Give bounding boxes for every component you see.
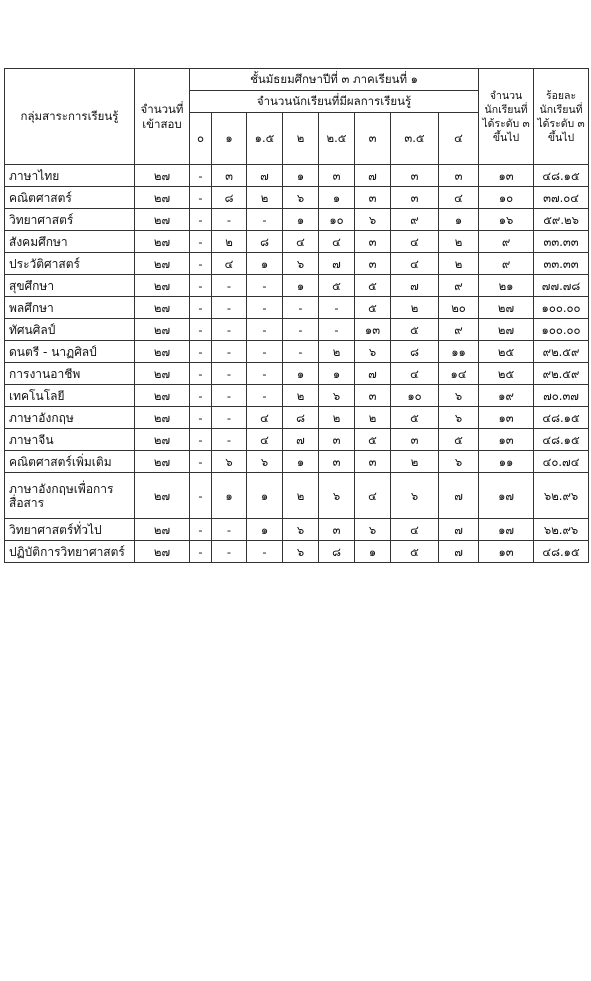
percent-level3-cell: ๓๗.๐๔ bbox=[534, 187, 589, 209]
examinees-header: จำนวนที่เข้าสอบ bbox=[135, 69, 190, 165]
count-level3-cell: ๒๗ bbox=[479, 297, 534, 319]
table-body bbox=[5, 165, 589, 563]
percent-level3-cell: ๔๘.๑๕ bbox=[534, 165, 589, 187]
grade-count-cell: - bbox=[190, 319, 212, 341]
percent-level3-cell: ๔๘.๑๕ bbox=[534, 541, 589, 563]
grade-count-cell: - bbox=[190, 275, 212, 297]
examinees-cell: ๒๗ bbox=[135, 253, 190, 275]
table-row bbox=[5, 297, 589, 319]
grade-count-cell: ๑ bbox=[247, 253, 283, 275]
grade-count-cell: ๓ bbox=[319, 451, 355, 473]
grade-count-cell: ๗ bbox=[283, 429, 319, 451]
grade-header: ๑ bbox=[212, 113, 247, 165]
grade-count-cell: ๑ bbox=[283, 275, 319, 297]
examinees-cell: ๒๗ bbox=[135, 451, 190, 473]
grade-count-cell: ๓ bbox=[355, 451, 391, 473]
grade-count-cell: ๘ bbox=[391, 341, 439, 363]
grade-count-cell: - bbox=[190, 231, 212, 253]
grade-count-cell: ๑ bbox=[247, 473, 283, 519]
grade-count-cell: ๒ bbox=[283, 385, 319, 407]
grade-count-cell: - bbox=[247, 319, 283, 341]
grade-count-cell: ๓ bbox=[355, 231, 391, 253]
grade-count-cell: - bbox=[212, 363, 247, 385]
grade-count-cell: ๗ bbox=[355, 363, 391, 385]
grade-count-cell: ๖ bbox=[283, 519, 319, 541]
examinees-cell: ๒๗ bbox=[135, 519, 190, 541]
grade-count-cell: ๖ bbox=[283, 253, 319, 275]
grade-count-cell: ๑ bbox=[355, 541, 391, 563]
grade-report-sheet bbox=[4, 68, 589, 563]
grade-count-cell: - bbox=[190, 297, 212, 319]
grade-count-cell: ๙ bbox=[439, 275, 479, 297]
grade-count-cell: ๑ bbox=[283, 165, 319, 187]
count-level3-header: จำนวนนักเรียนที่ได้ระดับ ๓ ขึ้นไป bbox=[479, 69, 534, 165]
grade-count-cell: ๖ bbox=[355, 341, 391, 363]
grade-count-cell: - bbox=[190, 385, 212, 407]
grade-count-cell: ๔ bbox=[283, 231, 319, 253]
grade-count-cell: ๔ bbox=[247, 407, 283, 429]
subject-cell: ดนตรี - นาฏศิลป์ bbox=[5, 341, 135, 363]
examinees-cell: ๒๗ bbox=[135, 275, 190, 297]
grade-count-cell: ๖ bbox=[439, 385, 479, 407]
grade-count-cell: - bbox=[190, 519, 212, 541]
grade-header: ๒.๕ bbox=[319, 113, 355, 165]
percent-level3-cell: ๑๐๐.๐๐ bbox=[534, 297, 589, 319]
count-level3-cell: ๒๕ bbox=[479, 341, 534, 363]
grade-count-cell: ๖ bbox=[439, 407, 479, 429]
grade-count-cell: ๓ bbox=[391, 165, 439, 187]
examinees-cell: ๒๗ bbox=[135, 407, 190, 429]
grade-count-cell: - bbox=[190, 407, 212, 429]
grade-count-cell: ๖ bbox=[355, 209, 391, 231]
subject-cell: พลศึกษา bbox=[5, 297, 135, 319]
table-row bbox=[5, 165, 589, 187]
grade-count-cell: - bbox=[212, 319, 247, 341]
examinees-cell: ๒๗ bbox=[135, 385, 190, 407]
table-row bbox=[5, 541, 589, 563]
grade-count-cell: ๒ bbox=[247, 187, 283, 209]
grade-count-cell: ๑ bbox=[319, 363, 355, 385]
grade-count-cell: ๔ bbox=[319, 231, 355, 253]
grade-count-cell: ๘ bbox=[212, 187, 247, 209]
percent-level3-cell: ๔๘.๑๕ bbox=[534, 407, 589, 429]
grade-count-cell: - bbox=[212, 297, 247, 319]
table-row bbox=[5, 407, 589, 429]
grade-count-cell: ๒ bbox=[439, 253, 479, 275]
grade-header: ๔ bbox=[439, 113, 479, 165]
grade-count-cell: ๕ bbox=[439, 429, 479, 451]
grade-count-cell: - bbox=[190, 187, 212, 209]
count-level3-cell: ๑๑ bbox=[479, 451, 534, 473]
grade-header: ๑.๕ bbox=[247, 113, 283, 165]
grade-count-cell: ๘ bbox=[283, 407, 319, 429]
grade-count-cell: - bbox=[190, 253, 212, 275]
grade-header: ๐ bbox=[190, 113, 212, 165]
subject-header: กลุ่มสาระการเรียนรู้ bbox=[5, 69, 135, 165]
percent-level3-cell: ๔๘.๑๕ bbox=[534, 429, 589, 451]
grade-count-cell: ๘ bbox=[247, 231, 283, 253]
percent-level3-header: ร้อยละนักเรียนที่ได้ระดับ ๓ ขึ้นไป bbox=[534, 69, 589, 165]
table-row bbox=[5, 231, 589, 253]
grade-count-cell: - bbox=[283, 319, 319, 341]
grade-count-cell: - bbox=[190, 473, 212, 519]
grade-count-cell: - bbox=[190, 429, 212, 451]
grade-count-cell: - bbox=[247, 209, 283, 231]
count-level3-cell: ๑๓ bbox=[479, 429, 534, 451]
count-level3-cell: ๑๗ bbox=[479, 519, 534, 541]
grade-count-cell: ๕ bbox=[391, 541, 439, 563]
grade-count-cell: ๔ bbox=[391, 519, 439, 541]
percent-level3-cell: ๕๙.๒๖ bbox=[534, 209, 589, 231]
grade-count-cell: - bbox=[190, 451, 212, 473]
examinees-cell: ๒๗ bbox=[135, 541, 190, 563]
grade-count-cell: ๓ bbox=[319, 165, 355, 187]
table-row bbox=[5, 451, 589, 473]
grade-count-cell: ๑ bbox=[439, 209, 479, 231]
grade-count-cell: ๙ bbox=[439, 319, 479, 341]
grade-count-cell: ๔ bbox=[391, 253, 439, 275]
examinees-cell: ๒๗ bbox=[135, 363, 190, 385]
grade-count-cell: ๕ bbox=[355, 297, 391, 319]
subject-cell: ภาษาจีน bbox=[5, 429, 135, 451]
grade-count-cell: - bbox=[212, 275, 247, 297]
grade-count-cell: ๑ bbox=[283, 209, 319, 231]
grade-count-cell: ๓ bbox=[319, 519, 355, 541]
subject-cell: ภาษาอังกฤษเพื่อการสื่อสาร bbox=[5, 473, 135, 519]
grade-count-cell: ๑ bbox=[319, 187, 355, 209]
table-row bbox=[5, 341, 589, 363]
grade-count-cell: - bbox=[190, 165, 212, 187]
count-level3-cell: ๙ bbox=[479, 253, 534, 275]
grade-count-cell: ๖ bbox=[283, 541, 319, 563]
count-level3-cell: ๑๓ bbox=[479, 165, 534, 187]
grade-count-cell: - bbox=[212, 209, 247, 231]
count-level3-cell: ๑๓ bbox=[479, 407, 534, 429]
grade-header: ๓.๕ bbox=[391, 113, 439, 165]
grade-count-cell: ๓ bbox=[319, 429, 355, 451]
grade-count-cell: - bbox=[190, 341, 212, 363]
grade-count-cell: ๗ bbox=[355, 165, 391, 187]
grade-count-cell: ๔ bbox=[247, 429, 283, 451]
table-row bbox=[5, 319, 589, 341]
grade-count-cell: ๖ bbox=[355, 519, 391, 541]
examinees-cell: ๒๗ bbox=[135, 165, 190, 187]
grade-count-cell: ๓ bbox=[355, 187, 391, 209]
percent-level3-cell: ๖๒.๙๖ bbox=[534, 519, 589, 541]
grade-count-cell: - bbox=[212, 385, 247, 407]
examinees-cell: ๒๗ bbox=[135, 209, 190, 231]
grade-count-cell: ๑๔ bbox=[439, 363, 479, 385]
percent-level3-cell: ๙๒.๕๙ bbox=[534, 341, 589, 363]
grade-count-cell: - bbox=[190, 541, 212, 563]
count-level3-cell: ๒๗ bbox=[479, 319, 534, 341]
count-level3-cell: ๒๑ bbox=[479, 275, 534, 297]
subject-cell: สุขศึกษา bbox=[5, 275, 135, 297]
subject-cell: สังคมศึกษา bbox=[5, 231, 135, 253]
table-row bbox=[5, 209, 589, 231]
grade-count-cell: ๖ bbox=[391, 473, 439, 519]
grade-count-cell: - bbox=[247, 341, 283, 363]
examinees-cell: ๒๗ bbox=[135, 319, 190, 341]
count-level3-cell: ๑๖ bbox=[479, 209, 534, 231]
percent-level3-cell: ๔๐.๗๔ bbox=[534, 451, 589, 473]
percent-level3-cell: ๑๐๐.๐๐ bbox=[534, 319, 589, 341]
subject-cell: คณิตศาสตร์เพิ่มเติม bbox=[5, 451, 135, 473]
grade-count-cell: - bbox=[190, 363, 212, 385]
examinees-cell: ๒๗ bbox=[135, 297, 190, 319]
grade-count-cell: ๒ bbox=[391, 297, 439, 319]
count-level3-cell: ๑๗ bbox=[479, 473, 534, 519]
grade-count-cell: ๕ bbox=[391, 407, 439, 429]
grade-count-cell: ๔ bbox=[391, 363, 439, 385]
grade-count-cell: ๗ bbox=[439, 519, 479, 541]
grade-count-cell: - bbox=[283, 297, 319, 319]
examinees-cell: ๒๗ bbox=[135, 187, 190, 209]
grade-count-cell: - bbox=[247, 363, 283, 385]
grade-count-cell: ๓ bbox=[212, 165, 247, 187]
students-by-grade-header: จำนวนนักเรียนที่มีผลการเรียนรู้ bbox=[190, 91, 479, 113]
count-level3-cell: ๙ bbox=[479, 231, 534, 253]
examinees-cell: ๒๗ bbox=[135, 231, 190, 253]
subject-cell: วิทยาศาสตร์ bbox=[5, 209, 135, 231]
grade-count-cell: ๑ bbox=[212, 473, 247, 519]
table-row bbox=[5, 187, 589, 209]
grade-count-cell: - bbox=[212, 341, 247, 363]
grade-count-cell: ๔ bbox=[355, 473, 391, 519]
grade-count-cell: ๖ bbox=[319, 473, 355, 519]
count-level3-cell: ๑๓ bbox=[479, 541, 534, 563]
grade-count-cell: - bbox=[319, 319, 355, 341]
grade-count-cell: ๓ bbox=[391, 187, 439, 209]
grade-count-cell: ๒ bbox=[319, 341, 355, 363]
grade-count-cell: ๗ bbox=[319, 253, 355, 275]
grade-count-cell: ๕ bbox=[319, 275, 355, 297]
grade-count-cell: ๒ bbox=[391, 451, 439, 473]
grade-count-cell: ๒ bbox=[355, 407, 391, 429]
grade-count-cell: ๑๓ bbox=[355, 319, 391, 341]
grade-count-cell: ๔ bbox=[212, 253, 247, 275]
percent-level3-cell: ๓๓.๓๓ bbox=[534, 231, 589, 253]
grade-count-cell: ๓ bbox=[391, 429, 439, 451]
grade-count-cell: - bbox=[212, 541, 247, 563]
grade-count-cell: ๖ bbox=[319, 385, 355, 407]
grade-count-cell: - bbox=[319, 297, 355, 319]
grade-count-cell: - bbox=[212, 407, 247, 429]
grade-count-cell: ๕ bbox=[355, 275, 391, 297]
grade-count-cell: ๔ bbox=[391, 231, 439, 253]
grade-count-cell: ๖ bbox=[247, 451, 283, 473]
grade-count-cell: ๖ bbox=[283, 187, 319, 209]
grade-count-cell: ๒๐ bbox=[439, 297, 479, 319]
percent-level3-cell: ๗๗.๗๘ bbox=[534, 275, 589, 297]
examinees-cell: ๒๗ bbox=[135, 429, 190, 451]
percent-level3-cell: ๖๒.๙๖ bbox=[534, 473, 589, 519]
table-row bbox=[5, 473, 589, 519]
grade-count-cell: ๓ bbox=[439, 165, 479, 187]
table-row bbox=[5, 429, 589, 451]
grade-count-cell: - bbox=[247, 275, 283, 297]
grade-count-cell: - bbox=[212, 519, 247, 541]
table-row bbox=[5, 275, 589, 297]
percent-level3-cell: ๗๐.๓๗ bbox=[534, 385, 589, 407]
grade-header: ๓ bbox=[355, 113, 391, 165]
grade-count-cell: ๙ bbox=[391, 209, 439, 231]
examinees-cell: ๒๗ bbox=[135, 341, 190, 363]
grade-count-cell: ๖ bbox=[212, 451, 247, 473]
grade-count-cell: ๒ bbox=[283, 473, 319, 519]
count-level3-cell: ๒๕ bbox=[479, 363, 534, 385]
table-row bbox=[5, 385, 589, 407]
grade-count-cell: ๑๑ bbox=[439, 341, 479, 363]
subject-cell: ภาษาไทย bbox=[5, 165, 135, 187]
grade-count-cell: ๕ bbox=[391, 319, 439, 341]
grade-count-cell: - bbox=[247, 541, 283, 563]
grade-count-cell: ๒ bbox=[212, 231, 247, 253]
table-row bbox=[5, 363, 589, 385]
grade-count-cell: ๑ bbox=[283, 363, 319, 385]
grade-count-cell: ๗ bbox=[439, 541, 479, 563]
subject-cell: การงานอาชีพ bbox=[5, 363, 135, 385]
percent-level3-cell: ๙๒.๕๙ bbox=[534, 363, 589, 385]
grade-count-cell: ๓ bbox=[355, 385, 391, 407]
grade-count-cell: - bbox=[283, 341, 319, 363]
grade-count-cell: ๘ bbox=[319, 541, 355, 563]
subject-cell: เทคโนโลยี bbox=[5, 385, 135, 407]
subject-cell: คณิตศาสตร์ bbox=[5, 187, 135, 209]
table-row bbox=[5, 253, 589, 275]
count-level3-cell: ๑๙ bbox=[479, 385, 534, 407]
grade-summary-table bbox=[4, 68, 589, 563]
table-row bbox=[5, 519, 589, 541]
grade-count-cell: ๑ bbox=[247, 519, 283, 541]
grade-count-cell: ๒ bbox=[319, 407, 355, 429]
grade-count-cell: ๖ bbox=[439, 451, 479, 473]
grade-count-cell: ๔ bbox=[439, 187, 479, 209]
subject-cell: วิทยาศาสตร์ทั่วไป bbox=[5, 519, 135, 541]
grade-count-cell: ๗ bbox=[439, 473, 479, 519]
subject-cell: ทัศนศิลป์ bbox=[5, 319, 135, 341]
subject-cell: ปฏิบัติการวิทยาศาสตร์ bbox=[5, 541, 135, 563]
grade-count-cell: ๕ bbox=[355, 429, 391, 451]
grade-count-cell: - bbox=[247, 297, 283, 319]
grade-header: ๒ bbox=[283, 113, 319, 165]
subject-cell: ประวัติศาสตร์ bbox=[5, 253, 135, 275]
grade-count-cell: ๑๐ bbox=[319, 209, 355, 231]
grade-count-cell: - bbox=[212, 429, 247, 451]
grade-count-cell: ๓ bbox=[355, 253, 391, 275]
grade-count-cell: ๗ bbox=[391, 275, 439, 297]
level-term-header: ชั้นมัธยมศึกษาปีที่ ๓ ภาคเรียนที่ ๑ bbox=[190, 69, 479, 91]
grade-count-cell: - bbox=[190, 209, 212, 231]
grade-count-cell: ๗ bbox=[247, 165, 283, 187]
grade-count-cell: ๑ bbox=[283, 451, 319, 473]
grade-count-cell: ๑๐ bbox=[391, 385, 439, 407]
grade-count-cell: - bbox=[247, 385, 283, 407]
grade-count-cell: ๒ bbox=[439, 231, 479, 253]
count-level3-cell: ๑๐ bbox=[479, 187, 534, 209]
subject-cell: ภาษาอังกฤษ bbox=[5, 407, 135, 429]
examinees-cell: ๒๗ bbox=[135, 473, 190, 519]
percent-level3-cell: ๓๓.๓๓ bbox=[534, 253, 589, 275]
